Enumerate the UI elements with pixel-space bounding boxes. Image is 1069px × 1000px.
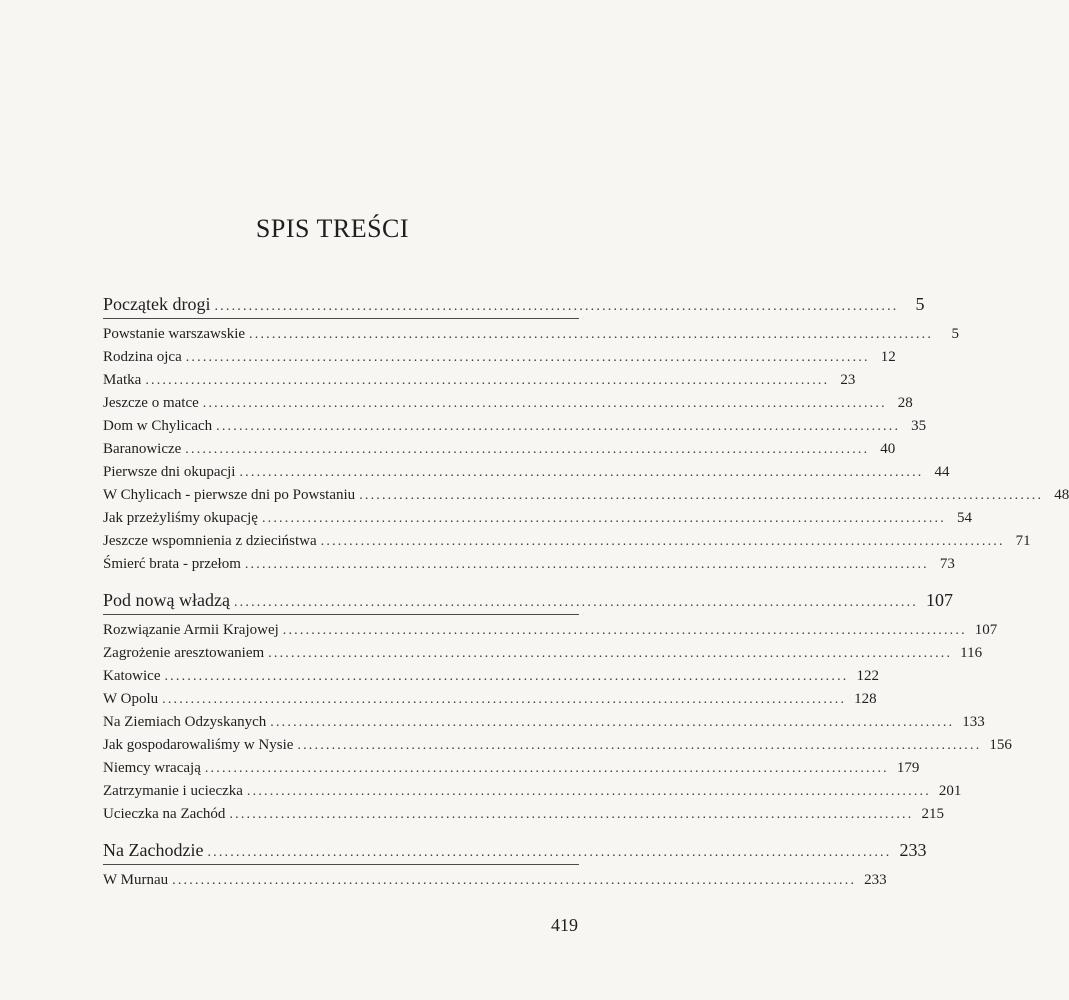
toc-page-number: 73 <box>939 556 955 572</box>
toc-entry-label: Śmierć brata - przełom <box>103 556 241 572</box>
dot-leader: ........................................................................................................................ <box>246 784 931 799</box>
dot-leader: ........................................................................................................................ <box>233 595 918 610</box>
toc-section-heading[interactable] <box>103 839 927 864</box>
dot-leader: ........................................................................................................................ <box>145 373 830 388</box>
toc-page-number: 128 <box>854 691 877 707</box>
dot-leader: ........................................................................................................................ <box>229 807 914 822</box>
dot-leader: ........................................................................................................................ <box>162 692 847 707</box>
page-number: 419 <box>551 915 578 935</box>
toc-section-label: Pod nową władzą <box>103 590 230 610</box>
toc-page-number: 233 <box>864 872 887 888</box>
dot-leader: ........................................................................................................................ <box>297 738 982 753</box>
dot-leader: ........................................................................................................................ <box>239 465 924 480</box>
page-title: SPIS TREŚCI <box>255 214 410 244</box>
dot-leader: ........................................................................................................................ <box>216 419 901 434</box>
toc-page-number: 201 <box>938 783 962 799</box>
toc-page-number: 28 <box>897 395 913 411</box>
toc-page-number: 35 <box>911 418 927 434</box>
toc-entry[interactable] <box>103 394 913 413</box>
toc-page-number: 179 <box>896 760 920 776</box>
toc-entry[interactable] <box>103 509 972 528</box>
toc-entry[interactable] <box>103 644 983 663</box>
section-divider <box>103 318 579 319</box>
toc-section-heading[interactable] <box>103 589 953 614</box>
toc-entry-label: Zatrzymanie i ucieczka <box>103 783 243 799</box>
toc-page-number: 215 <box>921 806 944 822</box>
toc-section-label: Na Zachodzie <box>103 840 204 860</box>
toc-page-number: 107 <box>974 622 998 638</box>
toc-page-number: 12 <box>880 349 896 365</box>
toc-page-number: 40 <box>880 441 896 457</box>
dot-leader: ........................................................................................................................ <box>172 873 857 888</box>
toc-entry[interactable] <box>103 667 879 686</box>
dot-leader: ........................................................................................................................ <box>185 350 870 365</box>
toc-entry[interactable] <box>103 713 985 732</box>
toc-entry[interactable] <box>103 417 927 436</box>
toc-entry[interactable] <box>103 805 944 824</box>
dot-leader: ........................................................................................................................ <box>164 669 849 684</box>
toc-entry-label: W Murnau <box>103 872 169 888</box>
toc-entry[interactable] <box>103 736 1012 755</box>
toc-entry[interactable] <box>103 782 962 801</box>
section-divider <box>103 614 579 615</box>
toc-entry[interactable] <box>103 759 920 778</box>
toc-page-number: 54 <box>956 510 972 526</box>
dot-leader: ........................................................................................................................ <box>268 646 953 661</box>
toc-page-number: 5 <box>915 294 925 314</box>
toc-entry[interactable] <box>103 690 877 709</box>
toc-page-number: 44 <box>934 464 950 480</box>
dot-leader: ........................................................................................................................ <box>270 715 955 730</box>
toc-section-heading[interactable] <box>103 293 925 318</box>
toc-page-number: 48 <box>1054 487 1069 503</box>
toc-page-number: 156 <box>989 737 1012 753</box>
dot-leader: ........................................................................................................................ <box>320 534 1005 549</box>
dot-leader: ........................................................................................................................ <box>204 761 889 776</box>
toc-entry-label: Matka <box>103 372 142 388</box>
dot-leader: ........................................................................................................................ <box>359 488 1044 503</box>
toc-entry[interactable] <box>103 532 1031 551</box>
toc-entry[interactable] <box>103 440 896 459</box>
toc-entry-label: Pierwsze dni okupacji <box>103 464 236 480</box>
toc-entry-label: Jak przeżyliśmy okupację <box>103 510 258 526</box>
toc-page-number: 71 <box>1015 533 1031 549</box>
toc-entry-label: Ucieczka na Zachód <box>103 806 226 822</box>
toc-entry[interactable] <box>103 621 998 640</box>
toc-page-number: 233 <box>899 840 927 860</box>
toc-entry-label: Jak gospodarowaliśmy w Nysie <box>103 737 294 753</box>
toc-entry-label: Dom w Chylicach <box>103 418 213 434</box>
dot-leader: ........................................................................................................................ <box>185 442 870 457</box>
dot-leader: ........................................................................................................................ <box>202 396 887 411</box>
toc-entry[interactable] <box>103 348 896 367</box>
toc-page-number: 122 <box>856 668 879 684</box>
toc-entry-label: Rozwiązanie Armii Krajowej <box>103 622 279 638</box>
toc-entry-label: Jeszcze wspomnienia z dzieciństwa <box>103 533 317 549</box>
toc-entry[interactable] <box>103 555 955 574</box>
toc-entry-label: Zagrożenie aresztowaniem <box>103 645 265 661</box>
toc-page-number: 107 <box>925 590 953 610</box>
dot-leader: ........................................................................................................................ <box>282 623 967 638</box>
toc-entry-label: Niemcy wracają <box>103 760 201 776</box>
toc-section-label: Początek drogi <box>103 294 211 314</box>
toc-entry-label: W Chylicach - pierwsze dni po Powstaniu <box>103 487 356 503</box>
toc-page-number: 23 <box>840 372 856 388</box>
section-divider <box>103 864 579 865</box>
toc-entry-label: Baranowicze <box>103 441 182 457</box>
toc-entry[interactable] <box>103 325 960 344</box>
dot-leader: ........................................................................................................................ <box>244 557 929 572</box>
toc-entry-label: Jeszcze o matce <box>103 395 199 411</box>
toc-entry[interactable] <box>103 463 950 482</box>
dot-leader: ........................................................................................................................ <box>207 845 892 860</box>
toc-entry-label: W Opolu <box>103 691 159 707</box>
toc-entry[interactable] <box>103 486 1069 505</box>
dot-leader: ........................................................................................................................ <box>249 327 934 342</box>
toc-page-number: 133 <box>962 714 985 730</box>
toc-entry-label: Powstanie warszawskie <box>103 326 246 342</box>
toc-entry-label: Katowice <box>103 668 161 684</box>
toc-page-number: 5 <box>951 326 960 342</box>
toc-page-number: 116 <box>960 645 983 661</box>
toc-entry[interactable] <box>103 871 887 890</box>
toc-entry-label: Na Ziemiach Odzyskanych <box>103 714 267 730</box>
toc-entry-label: Rodzina ojca <box>103 349 182 365</box>
dot-leader: ........................................................................................................................ <box>214 299 899 314</box>
dot-leader: ........................................................................................................................ <box>261 511 946 526</box>
toc-entry[interactable] <box>103 371 856 390</box>
